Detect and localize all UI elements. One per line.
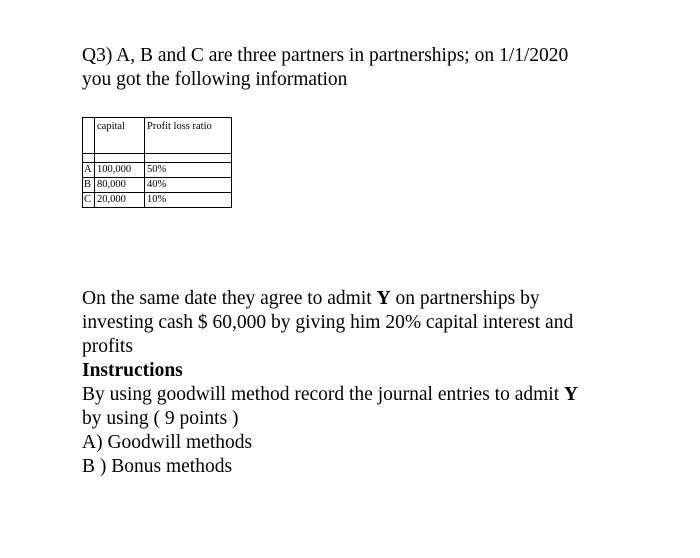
header-profit-loss-ratio: Profit loss ratio [145,118,232,154]
option-a: A) Goodwill methods [82,432,253,453]
option-b: B ) Bonus methods [82,456,233,477]
table-header-row [83,118,232,154]
paragraph-line-3: profits [82,336,133,357]
partner-name: A [83,163,95,178]
table-row [83,163,232,178]
question-body [82,287,578,479]
question-line-1: Q3) A, B and C are three partners in partnerships; on 1/1/2020 [82,45,569,66]
partner-name: B [83,178,95,193]
question-line-2: you got the following information [82,69,348,90]
table-spacer-row [83,154,232,163]
partner-capital: 100,000 [95,163,145,178]
partner-ratio: 10% [145,193,232,208]
partner-ratio: 40% [145,178,232,193]
instruction-line-2: by using ( 9 points ) [82,408,239,429]
question-heading [82,44,568,92]
header-partner [83,118,95,154]
header-capital: capital [95,118,145,154]
partner-capital: 20,000 [95,193,145,208]
partner-ratio: 50% [145,163,232,178]
partners-table [82,117,232,208]
paragraph-line-2: investing cash $ 60,000 by giving him 20% capital interest and [82,312,574,333]
instructions-heading: Instructions [82,360,183,381]
partner-name: C [83,193,95,208]
instruction-line-1: By using goodwill method record the journal entries to admit Y [82,384,579,405]
paragraph-line-1: On the same date they agree to admit Y on partnerships by [82,288,540,309]
table-row [83,178,232,193]
table-row [83,193,232,208]
partner-capital: 80,000 [95,178,145,193]
